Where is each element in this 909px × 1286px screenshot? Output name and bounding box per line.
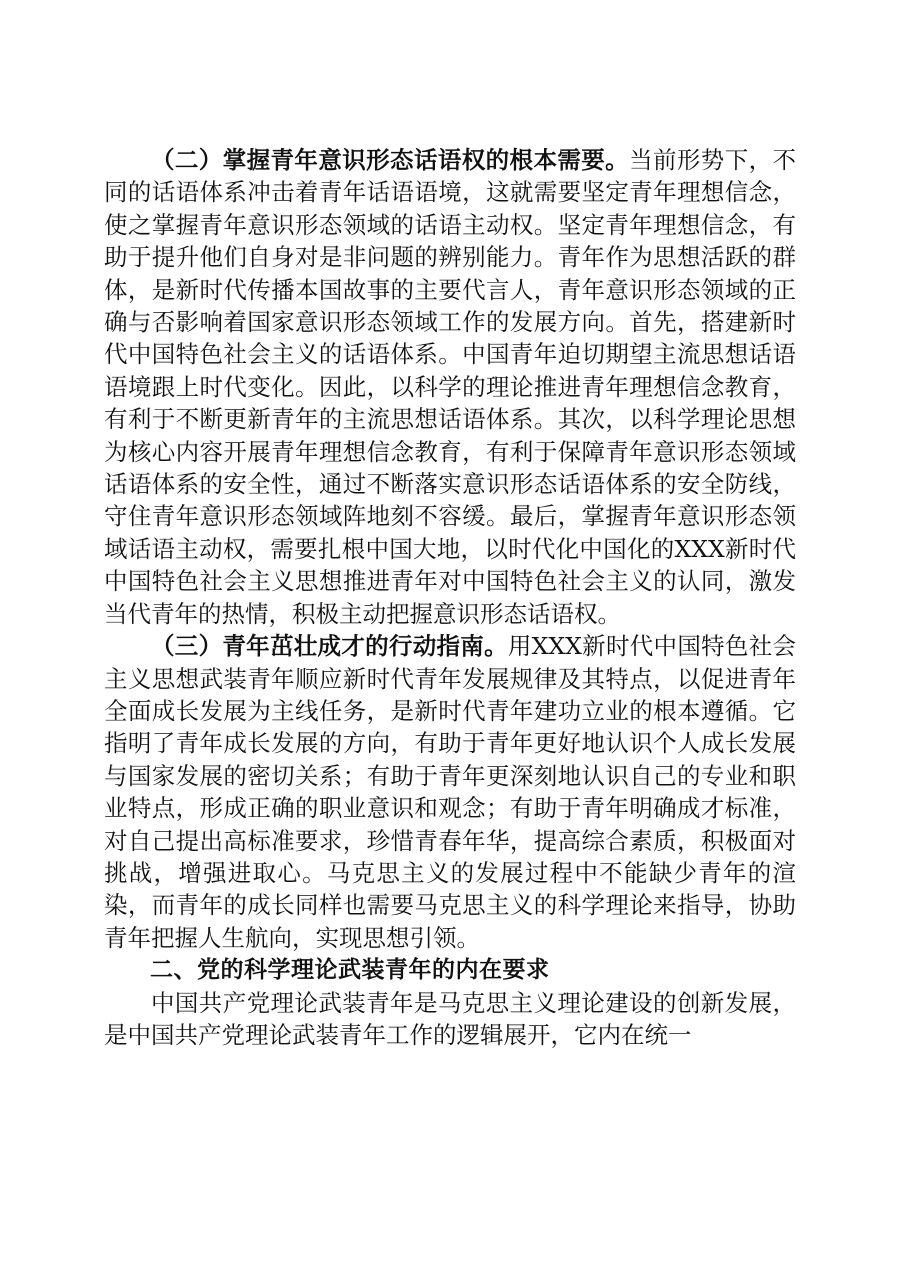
closing-paragraph: 中国共产党理论武装青年是马克思主义理论建设的创新发展，是中国共产党理论武装青年工作的逻辑展开，它内在统一	[104, 988, 796, 1049]
chapter-heading: 二、党的科学理论武装青年的内在要求	[150, 957, 550, 984]
section-2-body: 当前形势下，不同的话语体系冲击着青年话语语境，这就需要坚定青年理想信念，使之掌握青年意识形态领域的话语主动权。坚定青年理想信念，有助于提升他们自身对是非问题的辨别能力。青年作为思想活跃的群体，是新时代传播本国故事的主要代言人，青年意识形态领域的正确与否影响着国家意识形态领域工作的发展方向。首先，搭建新时代中国特色社会主义的话语体系。中国青年迫切期望主流思想话语语境跟上时代变化。因此，以科学的理论推进青年理想信念教育，有利于不断更新青年的主流思想话语体系。其次，以科学理论思想为核心内容开展青年理想信念教育，有利于保障青年意识形态领域话语体系的安全性，通过不断落实意识形态话语体系的安全防线，守住青年意识形态领域阵地刻不容缓。最后，掌握青年意识形态领域话语主动权，需要扎根中国大地，以时代化中国化的XXX新时代中国特色社会主义思想推进青年对中国特色社会主义的认同，激发当代青年的热情，积极主动把握意识形态话语权。	[104, 146, 797, 628]
paragraph-section-3	[104, 630, 796, 954]
section-2-lead: （二）掌握青年意识形态话语权的根本需要。	[151, 146, 630, 174]
paragraph-section-2	[104, 144, 796, 630]
document-body	[104, 144, 796, 1051]
section-3-lead: （三）青年茁壮成才的行动指南。	[151, 632, 508, 661]
section-3-body: 用XXX新时代中国特色社会主义思想武装青年顺应新时代青年发展规律及其特点，以促进青年全面成长发展为主线任务，是新时代青年建功立业的根本遵循。它指明了青年成长发展的方向，有助于青年更好地认识个人成长发展与国家发展的密切关系；有助于青年更深刻地认识自己的专业和职业特点，形成正确的职业意识和观念；有助于青年明确成才标准，对自己提出高标准要求，珍惜青春年华，提高综合素质，积极面对挑战，增强进取心。马克思主义的发展过程中不能缺少青年的渲染，而青年的成长同样也需要马克思主义的科学理论来指导，协助青年把握人生航向，实现思想引领。	[104, 632, 796, 952]
